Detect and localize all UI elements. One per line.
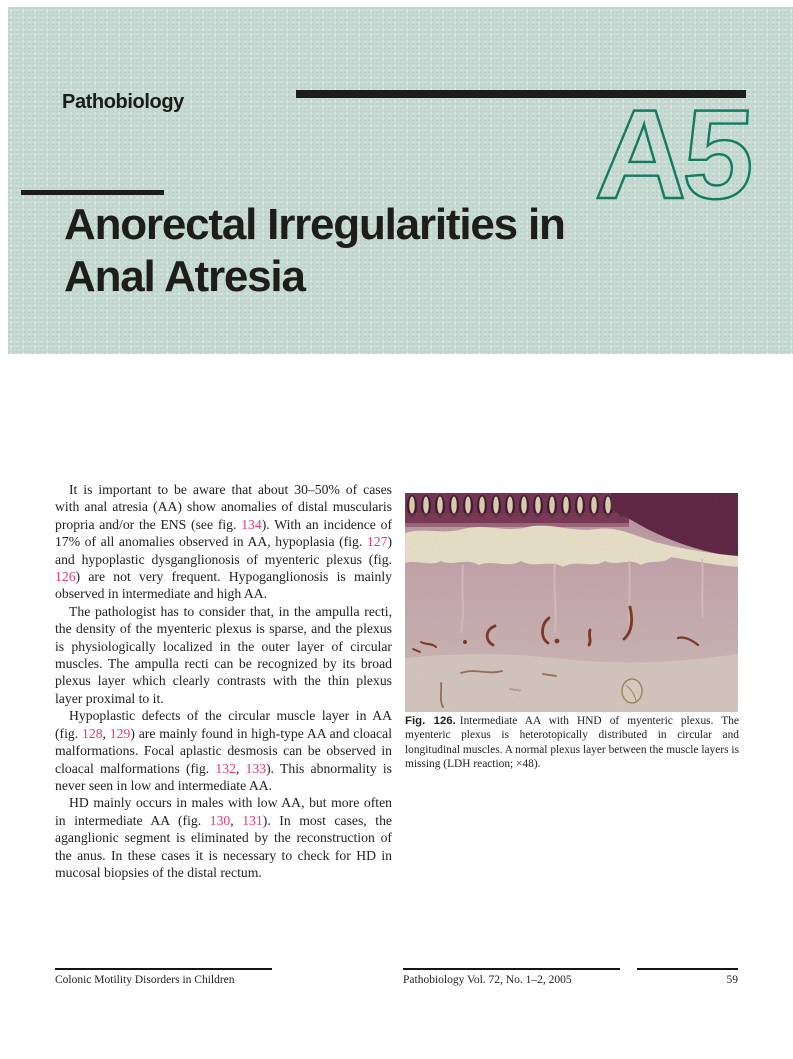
paragraph bbox=[55, 707, 392, 794]
text-run: ) and hypoplastic dysganglionosis of myenteric plexus (fig. bbox=[55, 534, 392, 567]
text-run: ) are mainly found in high-type AA and cloacal malformations. Focal aplastic desmosis can be observed in cloacal malformations (fig. bbox=[55, 725, 393, 776]
chapter-title-line1: Anorectal Irregularities in bbox=[64, 200, 565, 249]
caption-label: Fig. 126. bbox=[405, 715, 456, 727]
figure-image bbox=[405, 493, 738, 712]
section-code: A5 bbox=[593, 83, 753, 225]
text-run: ). With an incidence of 17% of all anomalies observed in AA, hypoplasia (fig. bbox=[55, 516, 392, 550]
grain-overlay bbox=[405, 493, 738, 712]
text-run: , bbox=[235, 760, 246, 776]
figure-reference: 128 bbox=[82, 725, 103, 741]
footer-page-number: 59 bbox=[726, 974, 738, 986]
figure-reference: 127 bbox=[366, 534, 388, 550]
footer-rule-center bbox=[403, 968, 620, 970]
figure-reference: 133 bbox=[245, 760, 267, 776]
figure-reference: 126 bbox=[55, 569, 76, 585]
chapter-title-line2: Anal Atresia bbox=[64, 252, 305, 301]
text-run: It is important to be aware that about 30–50% of cases with anal atresia (AA) show anomalies of distal muscularis propria and/or the ENS (see fig. bbox=[55, 482, 392, 532]
paragraph bbox=[55, 603, 392, 707]
header-banner bbox=[8, 7, 793, 354]
figure-reference: 132 bbox=[215, 760, 236, 776]
text-run: ) are not very frequent. Hypoganglionosis is mainly observed in intermediate and high AA. bbox=[55, 569, 392, 602]
figure-caption bbox=[405, 714, 739, 771]
footer-journal-info: Pathobiology Vol. 72, No. 1–2, 2005 bbox=[403, 974, 572, 986]
chapter-title bbox=[64, 199, 684, 303]
body-column bbox=[55, 481, 392, 881]
figure-reference: 129 bbox=[109, 725, 131, 741]
paragraph bbox=[55, 794, 392, 881]
text-run: HD mainly occurs in males with low AA, but more often in intermediate AA (fig. bbox=[55, 795, 392, 828]
caption-text: Intermediate AA with HND of myenteric plexus. The myenteric plexus is heterotopically distributed in circular and longitudinal muscles. A normal plexus layer between the muscle layers is missing (LDH reaction; ×48). bbox=[405, 715, 739, 770]
histology-micrograph bbox=[405, 493, 738, 712]
text-run: , bbox=[230, 812, 243, 828]
paragraph bbox=[55, 481, 392, 603]
text-run: , bbox=[102, 725, 110, 741]
section-code-graphic bbox=[546, 79, 753, 225]
chapter-title-rule bbox=[21, 190, 164, 195]
text-run: ). In most cases, the aganglionic segment is eliminated by the reconstruction of the anus. In these cases it is necessary to check for HD in mucosal biopsies of the distal rectum. bbox=[55, 812, 393, 880]
text-run: Hypoplastic defects of the circular muscle layer in AA (fig. bbox=[55, 708, 392, 741]
text-run: The pathologist has to consider that, in the ampulla recti, the density of the myenteric plexus is sparse, and the plexus is physiologically localized in the outer layer of circular muscles. The ampulla recti can be recognized by its broad plexus layer which clearly contrasts with the thin plexus layer proximal to it. bbox=[55, 603, 392, 706]
text-run: ). This abnormality is never seen in low and intermediate AA. bbox=[55, 760, 392, 793]
figure-reference: 131 bbox=[242, 812, 263, 828]
footer-rule-right bbox=[637, 968, 738, 970]
footer-rule-left bbox=[55, 968, 272, 970]
journal-logo: Pathobiology bbox=[62, 91, 184, 113]
figure-reference: 134 bbox=[241, 516, 262, 532]
footer-book-title: Colonic Motility Disorders in Children bbox=[55, 974, 235, 986]
figure-reference: 130 bbox=[209, 812, 231, 828]
